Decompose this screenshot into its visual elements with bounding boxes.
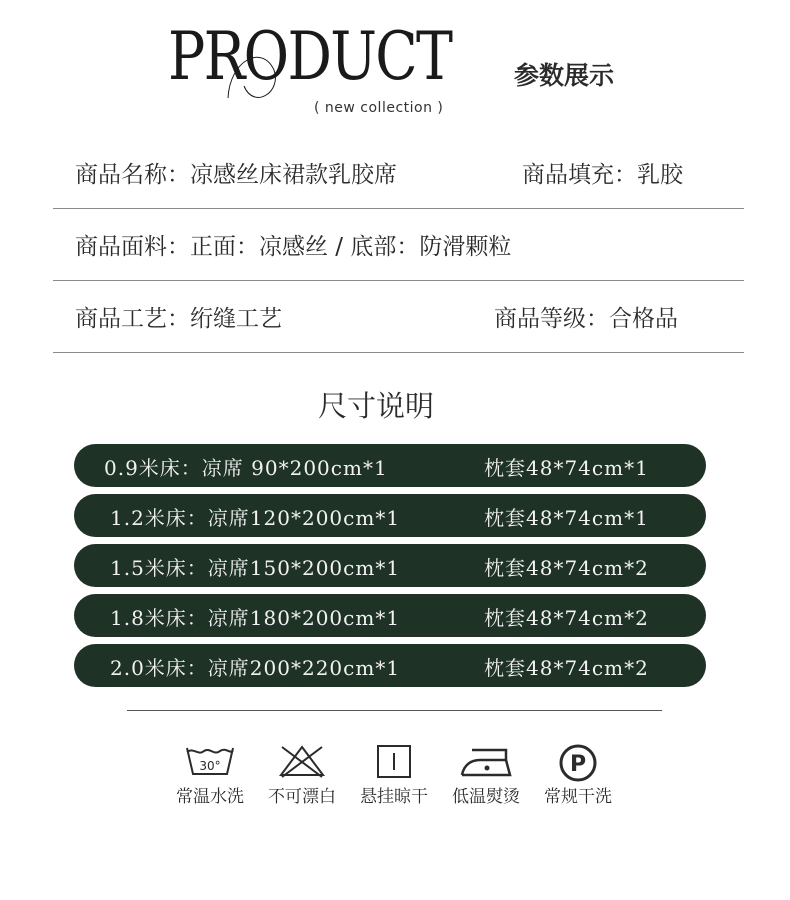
- info-row-right: 商品等级：合格品: [494, 306, 678, 332]
- size-item-mat: 2.0米床：凉席200*220cm*1: [110, 656, 401, 680]
- care-item: [446, 744, 526, 807]
- size-item-mat: 1.8米床：凉席180*200cm*1: [110, 606, 401, 630]
- care-label: 悬挂晾干: [360, 787, 428, 807]
- info-row-left: 商品工艺：绗缝工艺: [75, 306, 282, 332]
- brand-title: PRODUCT: [168, 18, 452, 95]
- care-label: 常温水洗: [176, 787, 244, 807]
- size-item: [74, 644, 706, 687]
- care-label: 低温熨烫: [452, 787, 520, 807]
- size-item: [74, 494, 706, 537]
- size-item-pillow: 枕套48*74cm*1: [484, 456, 649, 480]
- wash-30-icon: [184, 744, 236, 778]
- care-item: [538, 744, 618, 807]
- info-row: [53, 136, 744, 209]
- info-row: [53, 208, 744, 281]
- dry-clean-symbol: P: [569, 752, 587, 777]
- no-bleach-icon: [276, 744, 328, 778]
- params-title: 参数展示: [514, 61, 615, 90]
- brand-subtitle: ( new collection ): [314, 100, 444, 116]
- brand-swoosh-decoration: [224, 40, 284, 106]
- size-section-title: 尺寸说明: [317, 389, 434, 423]
- info-row-right: 商品填充：乳胶: [522, 162, 683, 188]
- size-item: [74, 594, 706, 637]
- info-row-left: 商品面料：正面：凉感丝 / 底部：防滑颗粒: [75, 234, 512, 260]
- size-item: [74, 444, 706, 487]
- dry-clean-p-icon: [552, 744, 604, 782]
- size-item-mat: 1.2米床：凉席120*200cm*1: [110, 506, 401, 530]
- section-divider: [127, 710, 662, 711]
- info-row-left: 商品名称：凉感丝床裙款乳胶席: [75, 162, 397, 188]
- size-item-pillow: 枕套48*74cm*2: [484, 656, 649, 680]
- care-item: [170, 744, 250, 807]
- size-item: [74, 544, 706, 587]
- size-item-pillow: 枕套48*74cm*2: [484, 606, 649, 630]
- line-dry-icon: [368, 744, 420, 778]
- iron-low-icon: [458, 744, 514, 778]
- care-item: [262, 744, 342, 807]
- size-item-pillow: 枕套48*74cm*1: [484, 506, 649, 530]
- size-item-mat: 0.9米床：凉席 90*200cm*1: [104, 456, 388, 480]
- size-item-pillow: 枕套48*74cm*2: [484, 556, 649, 580]
- care-label: 不可漂白: [268, 787, 336, 807]
- care-item: [354, 744, 434, 807]
- wash-temp-label: 30°: [199, 759, 221, 773]
- size-item-mat: 1.5米床：凉席150*200cm*1: [110, 556, 401, 580]
- info-row: [53, 280, 744, 353]
- care-label: 常规干洗: [544, 787, 612, 807]
